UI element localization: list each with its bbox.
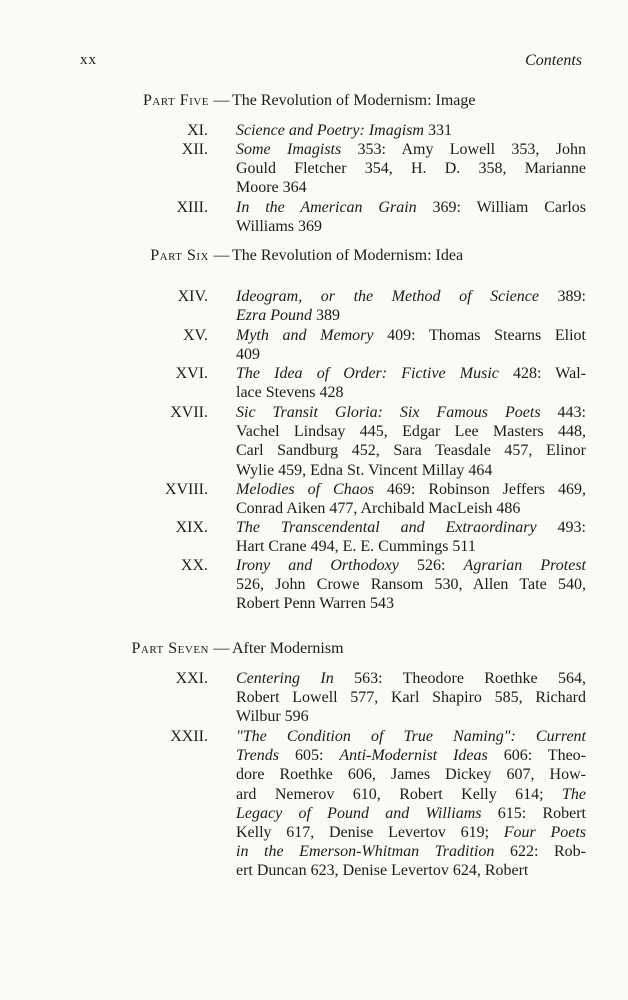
entry-line [236, 823, 586, 842]
italic-title-text: in the Emerson-Whitman Tradition [236, 843, 495, 861]
italic-title-text: Irony and Orthodoxy [236, 557, 399, 574]
entry-line [236, 480, 586, 499]
chapter-number: XII. [181, 141, 208, 158]
chapter-text [236, 556, 586, 614]
entry-line [236, 727, 586, 746]
entry-text: 493: [536, 519, 586, 536]
entry-text: 615: Robert [481, 804, 586, 822]
chapter-text [236, 140, 586, 198]
chapter-number: XIII. [176, 199, 208, 216]
italic-title-text: Trends [236, 747, 279, 765]
chapter-number: XVII. [170, 404, 208, 421]
italic-title-text: The [562, 785, 586, 803]
entry-text: 409: Thomas Stearns Eliot [373, 327, 586, 344]
entry-line [236, 537, 586, 556]
entry-line [236, 688, 586, 707]
part-title: The Revolution of Modernism: Idea [232, 247, 464, 264]
entry-line [236, 383, 586, 402]
entry-text: Wylie 459, Edna St. Vincent Millay 464 [236, 461, 493, 479]
entry-line [236, 861, 586, 880]
entry-text: Gould Fletcher 354, H. D. 358, Marianne [236, 160, 586, 178]
entry-line [236, 842, 586, 861]
chapter-number: XXI. [175, 670, 208, 687]
part-title: After Modernism [232, 640, 344, 657]
entry-line [236, 765, 586, 784]
chapter-text [236, 480, 586, 518]
entry-line [236, 422, 586, 441]
running-title: Contents [525, 52, 582, 69]
chapter-number: XV. [182, 327, 208, 344]
chapter-number: XVIII. [164, 481, 208, 498]
entry-line [236, 707, 586, 726]
italic-title-text: Anti-Modernist Ideas [339, 747, 488, 765]
part-label: Part Seven — [131, 640, 230, 657]
italic-title-text: "The Condition of True Naming": Current [236, 728, 586, 745]
entry-line [236, 746, 586, 765]
entry-line [236, 804, 586, 823]
italic-title-text: Ezra Pound [236, 307, 312, 325]
entry-text: 563: Theodore Roethke 564, [333, 670, 586, 687]
chapter-number: XVI. [175, 365, 208, 382]
entry-line [236, 364, 586, 383]
italic-title-text: The Idea of Order: Fictive Music [236, 365, 499, 382]
entry-text: ard Nemerov 610, Robert Kelly 614; [236, 785, 562, 803]
entry-text: 469: Robinson Jeffers 469, [373, 481, 586, 498]
entry-line [236, 785, 586, 804]
entry-line [236, 287, 586, 306]
entry-line [236, 403, 586, 422]
entry-text: Robert Lowell 577, Karl Shapiro 585, Richard [236, 689, 586, 707]
chapter-number: XX. [180, 557, 208, 574]
chapter-text [236, 518, 586, 556]
italic-title-text: Science and Poetry: Imagism [236, 122, 424, 139]
chapter-text [236, 198, 586, 236]
entry-line [236, 345, 586, 364]
chapter-number: XIV. [177, 288, 208, 305]
entry-line [236, 140, 586, 159]
entry-line [236, 198, 586, 217]
entry-text: Wilbur 596 [236, 708, 309, 726]
italic-title-text: Four Poets [503, 823, 587, 841]
entry-line [236, 669, 586, 688]
italic-title-text: Sic Transit Gloria: Six Famous Poets [236, 404, 541, 421]
italic-title-text: Agrarian Protest [463, 557, 586, 574]
part-label: Part Five — [143, 92, 230, 109]
entry-line [236, 178, 586, 197]
entry-line [236, 575, 586, 594]
entry-text: 428: Wal- [498, 365, 587, 382]
entry-line [236, 518, 586, 537]
italic-title-text: Legacy of Pound and Williams [236, 804, 482, 822]
entry-line [236, 594, 586, 613]
entry-text: 409 [236, 346, 260, 364]
italic-title-text: Ideogram, or the Method of Science [236, 288, 539, 305]
entry-text: Carl Sandburg 452, Sara Teasdale 457, Elinor [236, 442, 586, 460]
entry-text: 605: [278, 747, 340, 765]
entry-text: 369: William Carlos [416, 199, 587, 216]
italic-title-text: The Transcendental and Extraordinary [236, 519, 537, 536]
chapter-text [236, 727, 586, 881]
entry-text: Vachel Lindsay 445, Edgar Lee Masters 448, [236, 423, 586, 441]
entry-text: 622: Rob- [494, 843, 586, 861]
entry-text: 526: [398, 557, 464, 574]
entry-text: 606: Theo- [487, 747, 587, 765]
entry-line [236, 556, 586, 575]
entry-text: 389: [538, 288, 586, 305]
entry-text: 389 [312, 307, 340, 325]
entry-text: 443: [540, 404, 586, 421]
entry-line [236, 159, 586, 178]
chapter-text [236, 403, 586, 480]
entry-text: Moore 364 [236, 179, 307, 197]
entry-text: Williams 369 [236, 218, 323, 236]
italic-title-text: Melodies of Chaos [236, 481, 374, 498]
chapter-number: XXII. [170, 728, 208, 745]
chapter-text [236, 121, 586, 140]
italic-title-text: Myth and Memory [236, 327, 374, 344]
chapter-text [236, 669, 586, 727]
entry-text: ert Duncan 623, Denise Levertov 624, Robert [236, 862, 529, 880]
entry-text: Conrad Aiken 477, Archibald MacLeish 486 [236, 500, 521, 518]
italic-title-text: Centering In [236, 670, 334, 687]
chapter-number: XIX. [175, 519, 208, 536]
italic-title-text: Some Imagists [236, 141, 342, 158]
entry-text: 353: Amy Lowell 353, John [341, 141, 586, 158]
part-label: Part Six — [150, 247, 230, 264]
entry-line [236, 499, 586, 518]
chapter-text [236, 364, 586, 402]
page-number: xx [80, 52, 97, 68]
entry-text: Hart Crane 494, E. E. Cummings 511 [236, 538, 476, 556]
chapter-text [236, 326, 586, 364]
entry-line [236, 121, 586, 140]
entry-text: lace Stevens 428 [236, 384, 344, 402]
italic-title-text: In the American Grain [236, 199, 417, 216]
entry-line [236, 461, 586, 480]
entry-line [236, 217, 586, 236]
entry-line [236, 306, 586, 325]
entry-text: dore Roethke 606, James Dickey 607, How- [236, 766, 586, 784]
part-title: The Revolution of Modernism: Image [232, 92, 476, 109]
entry-line [236, 326, 586, 345]
entry-text: 526, John Crowe Ransom 530, Allen Tate 540, [236, 576, 586, 594]
chapter-text [236, 287, 586, 325]
entry-line [236, 441, 586, 460]
entry-text: Robert Penn Warren 543 [236, 595, 394, 613]
entry-text: Kelly 617, Denise Levertov 619; [236, 823, 504, 841]
entry-text: 331 [423, 122, 452, 139]
chapter-number: XI. [187, 122, 208, 139]
